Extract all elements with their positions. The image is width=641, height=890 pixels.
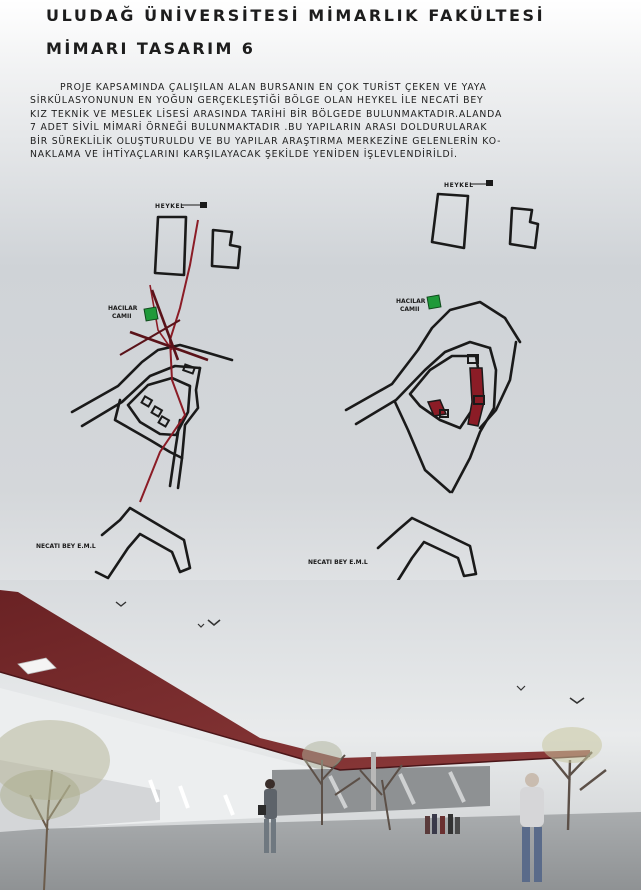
mosque-marker xyxy=(427,295,441,309)
mosque-label: CAMII xyxy=(112,313,132,320)
heykel-block-2 xyxy=(212,230,240,268)
heykel-block xyxy=(432,194,468,248)
pedestrian-axis xyxy=(140,220,198,502)
road-edge xyxy=(395,402,450,492)
project-description xyxy=(30,81,630,161)
column xyxy=(371,752,376,810)
road-edge xyxy=(480,342,516,428)
heykel-block-2 xyxy=(510,208,538,248)
description-line: NAKLAMA VE İHTİYAÇLARINI KARŞILAYACAK ŞEKİLDE YENİDEN İŞLEVLENDİRİLDİ. xyxy=(30,149,458,161)
mosque-label: HACILAR xyxy=(108,305,138,312)
civil-building xyxy=(152,406,162,416)
mosque-label: CAMII xyxy=(400,306,420,313)
heykel-marker xyxy=(486,180,493,186)
heykel-marker xyxy=(200,202,207,208)
civil-building xyxy=(159,416,169,426)
school-block xyxy=(96,508,190,578)
description-line: SİRKÜLASYONUNUN EN YOĞUN GERÇEKLEŞTİĞİ BÖLGE OLAN HEYKEL İLE NECATİ BEY xyxy=(30,95,484,107)
faculty-title: ULUDAĞ ÜNİVERSİTESİ MİMARLIK FAKÜLTESİ xyxy=(46,6,546,25)
mosque-marker xyxy=(144,307,158,321)
heykel-block xyxy=(155,217,186,275)
course-title: MİMARI TASARIM 6 xyxy=(46,39,256,58)
road-edge xyxy=(115,400,182,458)
description-line: BİR SÜREKLİLİK OLUŞTURULDU VE BU YAPILAR ARAŞTIRMA MERKEZİNE GELENLERİN KO- xyxy=(30,135,502,147)
site-plan-right xyxy=(300,170,620,600)
mosque-label: HACILAR xyxy=(396,298,426,305)
site-plan-left xyxy=(0,190,320,590)
heykel-label: HEYKEL xyxy=(444,182,474,189)
heykel-label: HEYKEL xyxy=(155,203,185,210)
description-line: PROJE KAPSAMINDA ÇALIŞILAN ALAN BURSANIN EN ÇOK TURİST ÇEKEN VE YAYA xyxy=(60,82,487,93)
school-label: NECATI BEY E.M.L xyxy=(36,543,96,550)
perspective-render xyxy=(0,580,641,890)
civil-building xyxy=(183,364,194,373)
civil-building xyxy=(142,396,152,406)
description-line: KIZ TEKNİK VE MESLEK LİSESİ ARASINDA TARİHİ BİR BÖLGEDE BULUNMAKTADIR.ALANDA xyxy=(30,108,503,120)
description-line: 7 ADET SİVİL MİMARİ ÖRNEĞİ BULUNMAKTADIR .BU YAPILARIN ARASI DOLDURULARAK xyxy=(30,122,488,134)
school-label: NECATI BEY E.M.L xyxy=(308,559,368,566)
